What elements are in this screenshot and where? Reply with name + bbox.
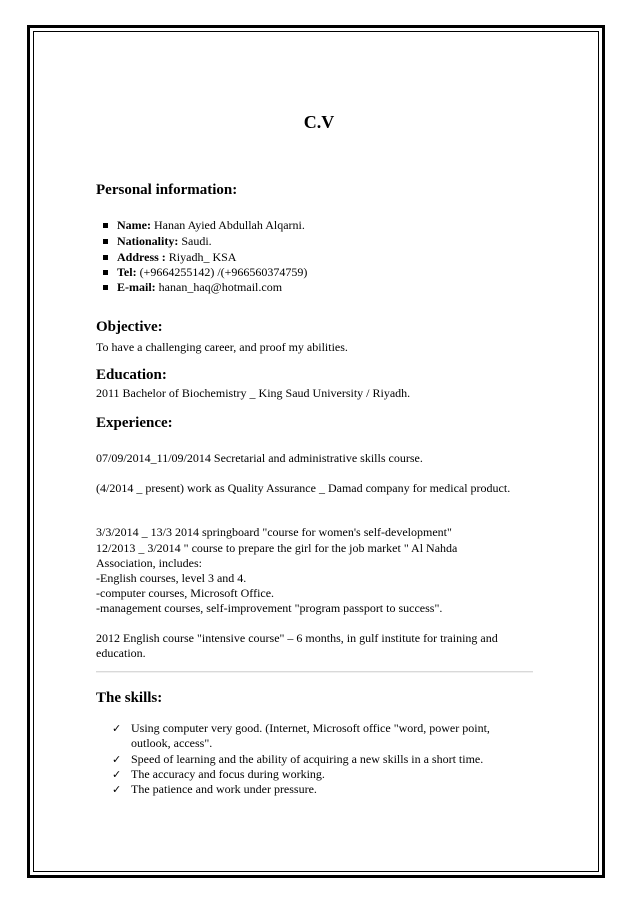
check-icon: ✓ — [112, 768, 122, 781]
experience-entry: -English courses, level 3 and 4. — [96, 571, 247, 585]
section-divider — [96, 671, 533, 673]
bullet-square-icon — [103, 255, 108, 260]
personal-name: Name: Hanan Ayied Abdullah Alqarni. — [117, 218, 305, 233]
experience-entry: 3/3/2014 _ 13/3 2014 springboard "course for women's self-development" — [96, 525, 452, 539]
skills-heading: The skills: — [96, 690, 163, 706]
experience-entry: 07/09/2014_11/09/2014 Secretarial and administrative skills course. — [96, 451, 423, 465]
bullet-square-icon — [103, 270, 108, 275]
objective-text: To have a challenging career, and proof my abilities. — [96, 340, 348, 354]
document-title: C.V — [303, 112, 335, 132]
personal-tel: Tel: (+9664255142) /(+966560374759) — [117, 265, 307, 280]
education-text: 2011 Bachelor of Biochemistry _ King Saud University / Riyadh. — [96, 386, 411, 400]
personal-info-heading: Personal information: — [96, 182, 238, 198]
check-icon: ✓ — [112, 722, 122, 735]
education-heading: Education: — [96, 367, 167, 383]
bullet-square-icon — [103, 239, 108, 244]
objective-heading: Objective: — [96, 319, 163, 335]
personal-nationality: Nationality: Saudi. — [117, 234, 212, 249]
personal-email: E-mail: hanan_haq@hotmail.com — [117, 280, 282, 295]
experience-entry: -computer courses, Microsoft Office. — [96, 586, 275, 600]
check-icon: ✓ — [112, 753, 122, 766]
check-icon: ✓ — [112, 783, 122, 796]
bullet-square-icon — [103, 223, 108, 228]
experience-entry: -management courses, self-improvement "program passport to success". — [96, 601, 443, 615]
skill-item: ✓ The patience and work under pressure. — [112, 782, 317, 796]
experience-entry: 12/2013 _ 3/2014 " course to prepare the girl for the job market " Al Nahda Association, includes: — [96, 541, 458, 570]
bullet-square-icon — [103, 285, 108, 290]
experience-entry: 2012 English course "intensive course" – 6 months, in gulf institute for training and education. — [96, 631, 498, 660]
experience-entry: (4/2014 _ present) work as Quality Assurance _ Damad company for medical product. — [96, 481, 511, 495]
experience-heading: Experience: — [96, 415, 173, 431]
personal-address: Address : Riyadh_ KSA — [117, 250, 236, 265]
skill-item: ✓ Speed of learning and the ability of acquiring a new skills in a short time. — [112, 752, 484, 766]
skill-item: ✓ Using computer very good. (Internet, Microsoft office "word, power point, outlook, access". — [112, 721, 490, 750]
skill-item: ✓ The accuracy and focus during working. — [112, 767, 325, 781]
